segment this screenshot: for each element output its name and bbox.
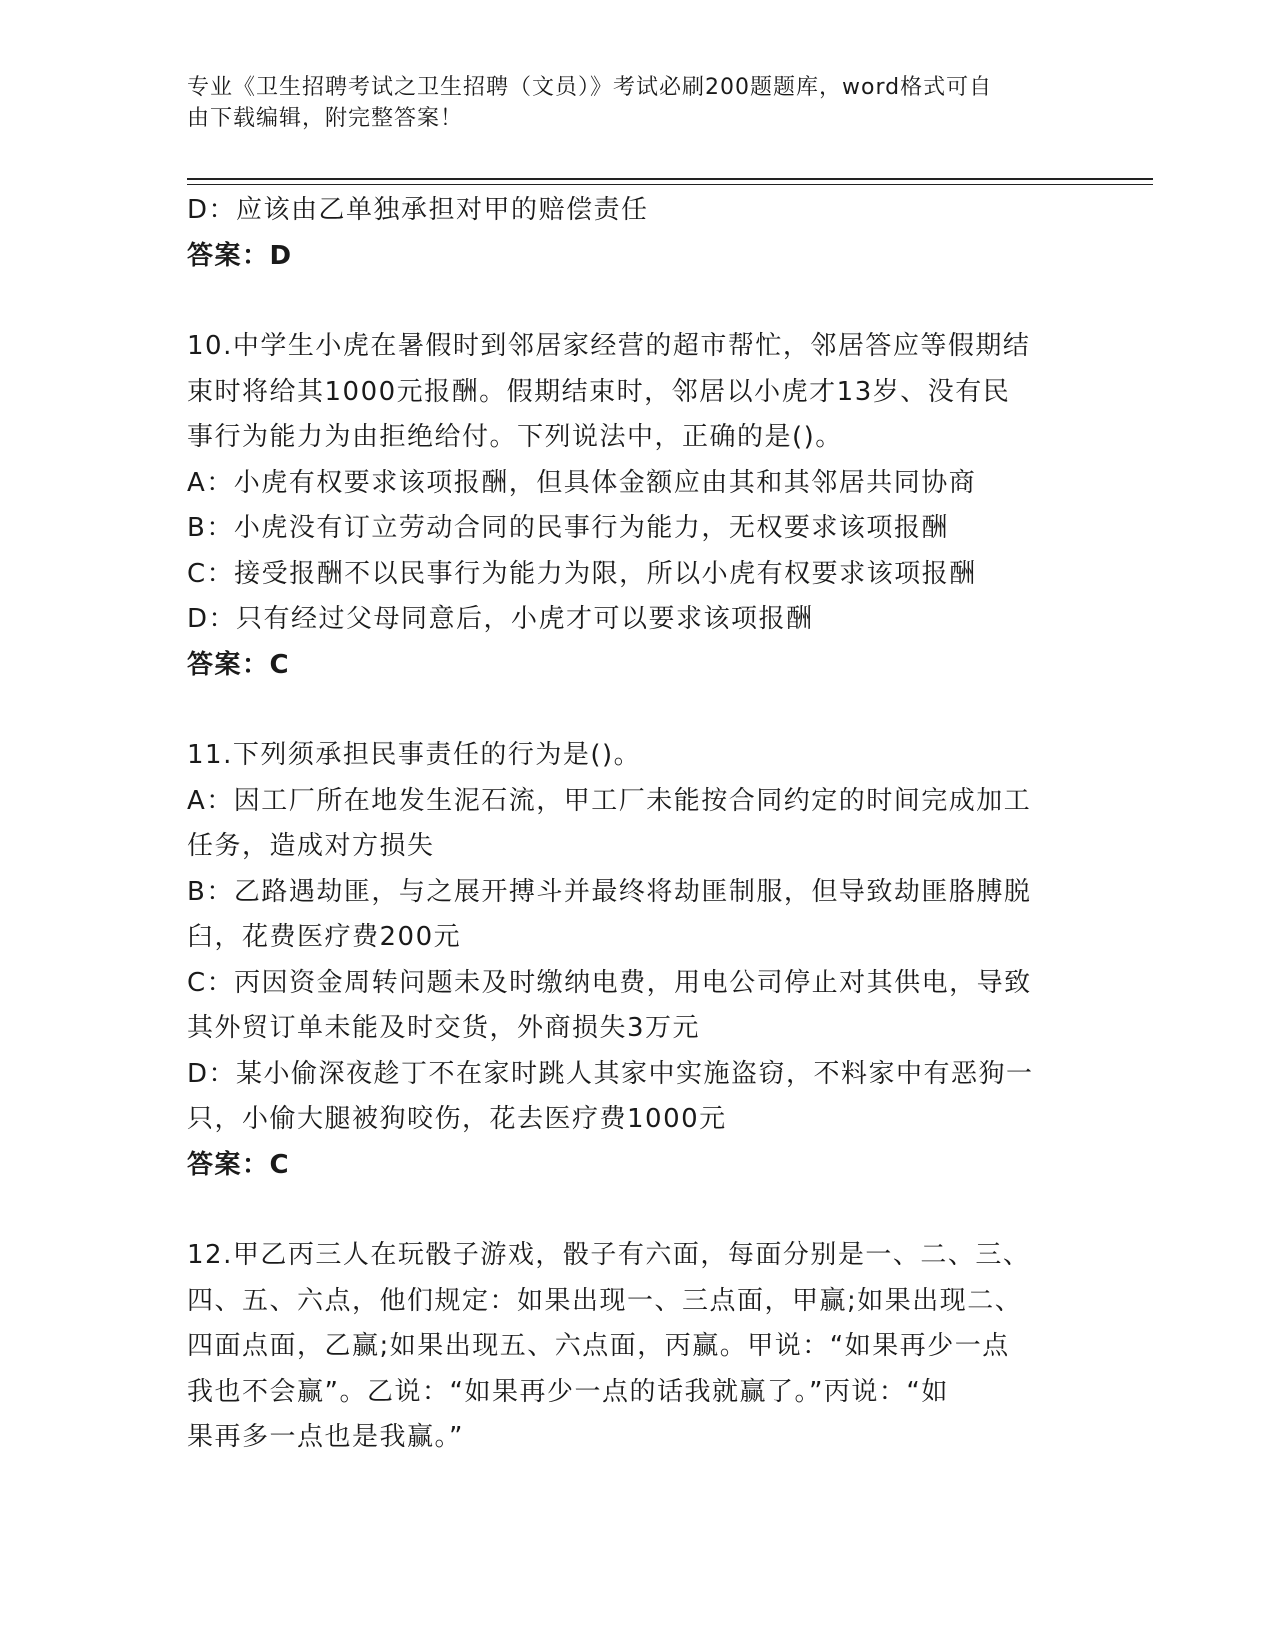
q11-option-c-line-2: 其外贸订单未能及时交货，外商损失3万元 [187, 1013, 701, 1043]
q10-answer: 答案：C [187, 649, 291, 680]
q11-option-a-line-1: A：因工厂所在地发生泥石流，甲工厂未能按合同约定的时间完成加工 [187, 785, 1032, 816]
q10-stem-line-3: 事行为能力为由拒绝给付。下列说法中，正确的是()。 [187, 422, 843, 452]
question-11 [187, 733, 1077, 1188]
q12-stem-line-1: 12.甲乙丙三人在玩骰子游戏，骰子有六面，每面分别是一、二、三、 [187, 1240, 1031, 1270]
q10-stem-line-2: 束时将给其1000元报酬。假期结束时，邻居以小虎才13岁、没有民 [187, 376, 1011, 407]
q10-option-b: B：小虎没有订立劳动合同的民事行为能力，无权要求该项报酬 [187, 513, 949, 543]
q9-answer: 答案：D [187, 240, 293, 271]
q11-option-d-line-2: 只，小偷大腿被狗咬伤，花去医疗费1000元 [187, 1104, 727, 1134]
header-line-2: 由下载编辑，附完整答案！ [187, 106, 464, 131]
q11-option-c-line-1: C：丙因资金周转问题未及时缴纳电费，用电公司停止对其供电，导致 [187, 967, 1032, 998]
spacer [187, 1188, 1077, 1233]
q10-stem-line-1: 10.中学生小虎在暑假时到邻居家经营的超市帮忙，邻居答应等假期结 [187, 331, 1031, 361]
q12-stem-line-5: 果再多一点也是我赢。” [187, 1422, 464, 1452]
q12-stem-line-4: 我也不会赢”。乙说：“如果再少一点的话我就赢了。”丙说：“如 [187, 1376, 949, 1407]
q12-stem-line-3: 四面点面，乙赢;如果出现五、六点面，丙赢。甲说：“如果再少一点 [187, 1331, 1010, 1361]
q10-option-c: C：接受报酬不以民事行为能力为限，所以小虎有权要求该项报酬 [187, 558, 977, 589]
q9-option-d: D：应该由乙单独承担对甲的赔偿责任 [187, 195, 649, 225]
question-9-continued [187, 188, 1077, 279]
header-rule-thick [187, 178, 1153, 180]
q11-stem: 11.下列须承担民事责任的行为是()。 [187, 740, 642, 770]
question-10 [187, 324, 1077, 688]
q10-option-a: A：小虎有权要求该项报酬，但具体金额应由其和其邻居共同协商 [187, 467, 977, 498]
spacer [187, 688, 1077, 733]
header-rule-thin [187, 184, 1153, 185]
spacer [187, 279, 1077, 324]
q10-option-d: D：只有经过父母同意后，小虎才可以要求该项报酬 [187, 604, 814, 634]
q11-option-a-line-2: 任务，造成对方损失 [187, 831, 435, 861]
header-line-1: 专业《卫生招聘考试之卫生招聘（文员）》考试必刷200题题库，word格式可自 [187, 75, 993, 100]
document-body [187, 188, 1077, 1461]
page-header [187, 72, 1067, 134]
q11-option-b-line-2: 臼，花费医疗费200元 [187, 922, 462, 952]
q11-option-b-line-1: B：乙路遇劫匪，与之展开搏斗并最终将劫匪制服，但导致劫匪胳膊脱 [187, 876, 1032, 907]
question-12 [187, 1233, 1077, 1461]
q12-stem-line-2: 四、五、六点，他们规定：如果出现一、三点面，甲赢;如果出现二、 [187, 1285, 1023, 1316]
q11-answer: 答案：C [187, 1149, 291, 1180]
q11-option-d-line-1: D：某小偷深夜趁丁不在家时跳人其家中实施盗窃，不料家中有恶狗一 [187, 1058, 1034, 1089]
